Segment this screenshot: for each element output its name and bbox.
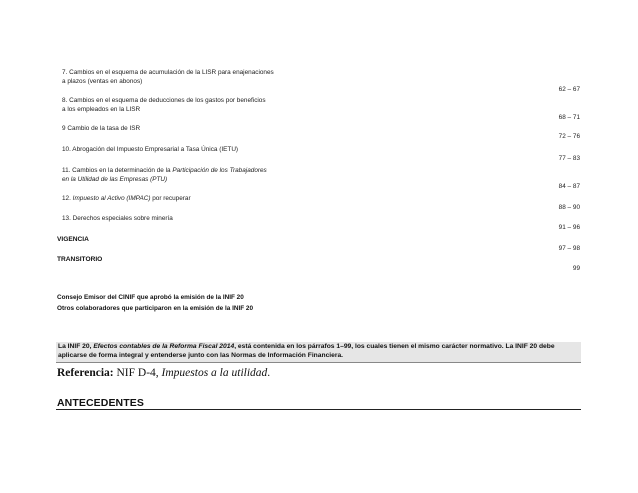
transitorio-pages: 99	[572, 265, 580, 272]
toc-item-12-text-end: por recuperar	[150, 195, 191, 202]
toc-item-8-pages: 68 – 71	[558, 114, 580, 121]
vigencia-pages: 97 – 98	[558, 245, 580, 252]
notice-line2: aplicarse de forma integral y entenderse junto con las Normas de Información Financiera.	[58, 352, 344, 359]
normative-notice	[56, 342, 581, 363]
toc-item-8-line1: 8. Cambios en el esquema de deducciones de los gastos por beneficios	[62, 97, 266, 104]
toc-item-13-pages: 91 – 96	[558, 224, 580, 231]
toc-item-8-line2: a los empleados en la LISR	[62, 105, 141, 113]
credit-consejo: Consejo Emisor del CINIF que aprobó la emisión de la INIF 20	[57, 294, 244, 301]
toc-item-12-pages: 88 – 90	[558, 204, 580, 211]
toc-item-11-text: 11. Cambios en la determinación de la	[62, 167, 173, 174]
toc-item-10-pages: 77 – 83	[558, 155, 580, 162]
notice-title-italic: Efectos contables de la Reforma Fiscal 2014	[93, 343, 235, 350]
toc-item-9	[62, 125, 140, 134]
referencia-end: .	[267, 367, 271, 379]
toc-item-11-pages: 84 – 87	[558, 183, 580, 190]
toc-item-7	[62, 69, 274, 86]
toc-item-7-pages: 62 – 67	[558, 86, 580, 93]
notice-text-c: , está contenida en los párrafos 1–99, los cuales tienen el mismo carácter normativo. La INIF 20 debe	[234, 343, 555, 350]
toc-item-9-pages: 72 – 76	[558, 133, 580, 140]
notice-line1	[58, 342, 581, 351]
referencia-italic: Impuestos a la utilidad	[161, 367, 268, 379]
antecedentes-heading: ANTECEDENTES	[57, 397, 144, 409]
toc-item-7-line2: a plazos (ventas en abonos)	[62, 77, 143, 85]
notice-text-a: La INIF 20,	[58, 343, 94, 350]
referencia-label: Referencia:	[57, 367, 114, 379]
referencia-text: NIF D-4,	[113, 367, 162, 379]
antecedentes-rule	[56, 409, 581, 410]
toc-item-11-italic: Participación de los Trabajadores	[172, 167, 267, 174]
toc-item-8	[62, 97, 266, 114]
toc-item-12	[62, 195, 191, 204]
toc-item-12-italic: Impuesto al Activo (IMPAC)	[72, 195, 151, 202]
toc-item-10	[62, 146, 238, 155]
toc-item-12-line1	[62, 195, 191, 204]
vigencia-heading: VIGENCIA	[57, 236, 89, 243]
toc-item-10-line1: 10. Abrogación del Impuesto Empresarial a Tasa Única (IETU)	[62, 146, 239, 153]
toc-item-9-line1: 9 Cambio de la tasa de ISR	[62, 125, 141, 132]
toc-item-7-line1: 7. Cambios en el esquema de acumulación de la LISR para enajenaciones	[62, 69, 274, 76]
referencia-line	[57, 367, 270, 379]
toc-item-11	[62, 167, 267, 184]
toc-item-12-text: 12.	[62, 195, 73, 202]
credit-otros: Otros colaboradores que participaron en la emisión de la INIF 20	[57, 305, 254, 312]
transitorio-heading: TRANSITORIO	[57, 256, 103, 263]
toc-item-11-italic-line2: en la Utilidad de las Empresas (PTU)	[62, 175, 168, 183]
toc-item-11-line2	[62, 176, 267, 185]
toc-item-11-line1	[62, 167, 267, 176]
toc-item-13-line1: 13. Derechos especiales sobre minería	[62, 215, 173, 222]
toc-item-13	[62, 215, 173, 224]
